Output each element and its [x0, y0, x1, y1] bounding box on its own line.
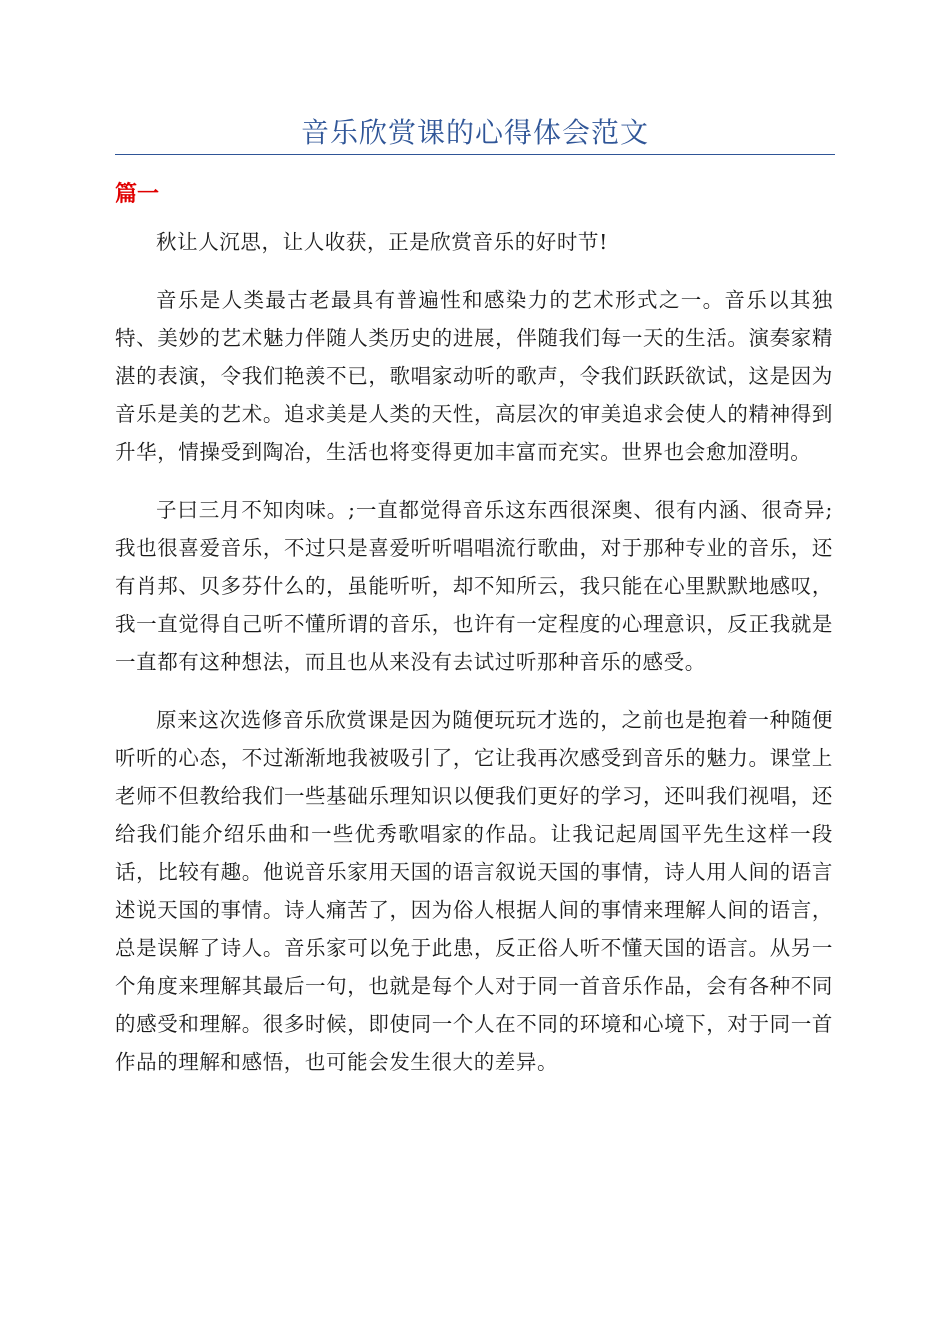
document-title: 音乐欣赏课的心得体会范文	[300, 116, 649, 149]
section-heading: 篇一	[115, 182, 160, 207]
paragraph: 秋让人沉思，让人收获，正是欣赏音乐的好时节!	[156, 230, 608, 254]
paragraph: 音乐是人类最古老最具有普遍性和感染力的艺术形式之一。音乐以其独特、美妙的艺术魅力伴随人类历史的进展，伴随我们每一天的生活。演奏家精湛的表演，令我们艳羡不已，歌唱家动听的歌声，令我们跃跃欲试，这是因为音乐是美的艺术。追求美是人类的天性，高层次的审美追求会使人的精神得到升华，情操受到陶冶，生活也将变得更加丰富而充实。世界也会愈加澄明。	[115, 288, 833, 464]
paragraph: 原来这次选修音乐欣赏课是因为随便玩玩才选的，之前也是抱着一种随便听听的心态，不过渐渐地我被吸引了，它让我再次感受到音乐的魅力。课堂上老师不但教给我们一些基础乐理知识以便我们更好的学习，还叫我们视唱，还给我们能介绍乐曲和一些优秀歌唱家的作品。让我记起周国平先生这样一段话，比较有趣。他说音乐家用天国的语言叙说天国的事情，诗人用人间的语言述说天国的事情。诗人痛苦了，因为俗人根据人间的事情来理解人间的语言，总是误解了诗人。音乐家可以免于此患，反正俗人听不懂天国的语言。从另一个角度来理解其最后一句，也就是每个人对于同一首音乐作品，会有各种不同的感受和理解。很多时候，即使同一个人在不同的环境和心境下，对于同一首作品的理解和感悟，也可能会发生很大的差异。	[115, 708, 833, 1074]
paragraph: 子曰三月不知肉味。;一直都觉得音乐这东西很深奥、很有内涵、很奇异;我也很喜爱音乐，不过只是喜爱听听唱唱流行歌曲，对于那种专业的音乐，还有肖邦、贝多芬什么的，虽能听听，却不知所云，我只能在心里默默地感叹，我一直觉得自己听不懂所谓的音乐，也许有一定程度的心理意识，反正我就是一直都有这种想法，而且也从来没有去试过听那种音乐的感受。	[115, 498, 833, 674]
title-underline	[115, 154, 835, 155]
document-body	[115, 223, 833, 1101]
